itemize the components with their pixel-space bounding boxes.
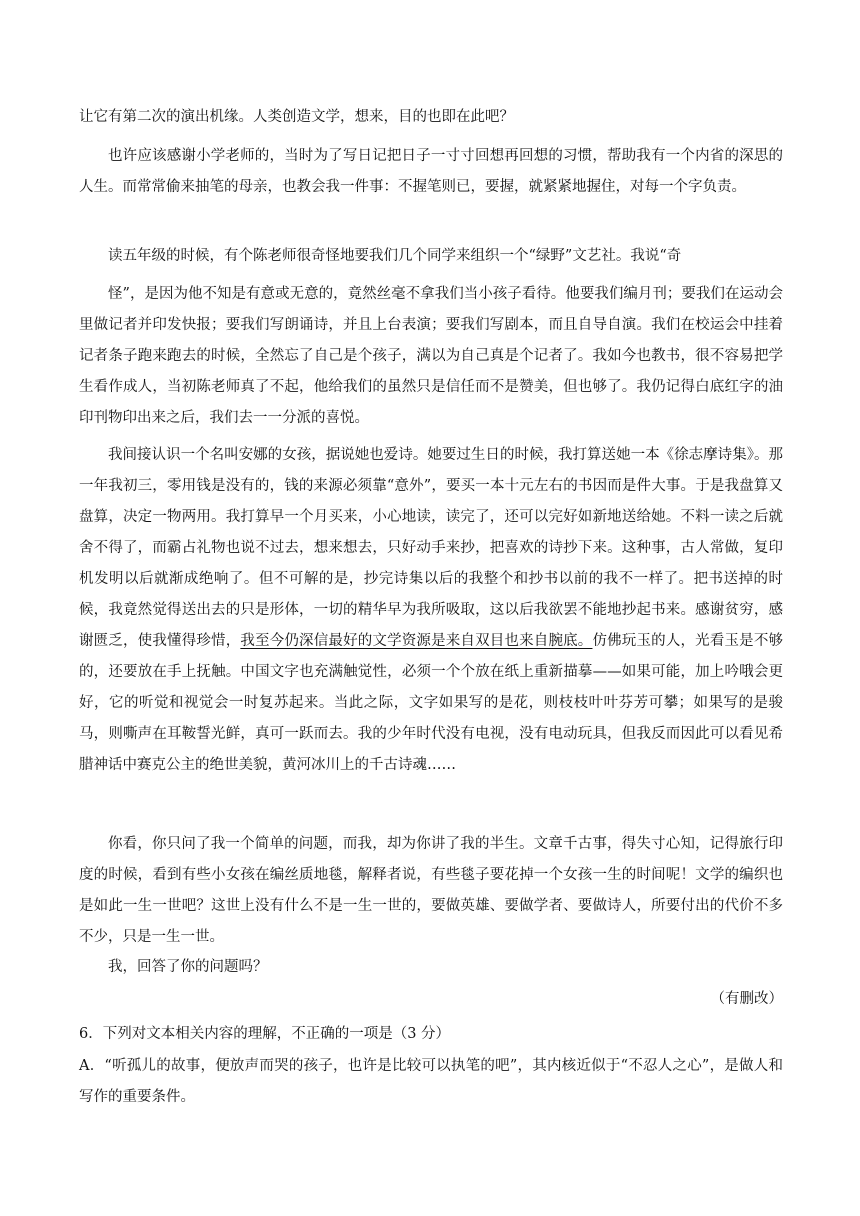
underlined-sentence: 我至今仍深信最好的文学资源是来自双目也来自腕底。 — [240, 633, 593, 649]
source-note: （有删改） — [710, 991, 783, 1007]
passage-paragraph-2-first-line: 读五年级的时候，有个陈老师很奇怪地要我们几个同学来组织一个“绿野”文艺社。我说“奇 — [108, 248, 682, 264]
question-stem: 6．下列对文本相关内容的理解，不正确的一项是（3 分） — [79, 1026, 451, 1042]
passage-paragraph-5: 我，回答了你的问题吗？ — [108, 959, 268, 975]
passage-paragraph-1: 也许应该感谢小学老师的，当时为了写日记把日子一寸寸回想再回想的习惯，帮助我有一个内省的深思的人生。而常常偷来抽笔的母亲，也教会我一件事：不握笔则已，要握，就紧紧地握住，对每一个字负责。 — [79, 148, 783, 195]
question-option-a: A．“听孤儿的故事，便放声而哭的孩子，也许是比较可以执笔的吧”，其内核近似于“不忍人之心”，是做人和写作的重要条件。 — [79, 1058, 783, 1105]
paragraph-3-text-before: 我间接认识一个名叫安娜的女孩，据说她也爱诗。她要过生日的时候，我打算送她一本《徐志摩诗集》。那一年我初三，零用钱是没有的，钱的来源必须靠“意外”，要买一本十元左右的书因而是件大事。于是我盘算又盘算，决定一物两用。我打算早一个月买来，小心地读，读完了，还可以完好如新地送给她。不料一读之后就舍不得了，而霸占礼物也说不过去，想来想去，只好动手来抄，把喜欢的诗抄下来。这种事，古人常做，复印机发明以后就渐成绝响了。但不可解的是，抄完诗集以后的我整个和抄书以前的我不一样了。把书送掉的时候，我竟然觉得送出去的只是形体，一切的精华早为我所吸取，这以后我欲罢不能地抄起书来。感谢贫穷，感谢匮乏，使我懂得珍惜， — [79, 447, 783, 649]
passage-paragraph-0: 让它有第二次的演出机缘。人类创造文学，想来，目的也即在此吧？ — [79, 109, 514, 125]
passage-paragraph-2: 怪”，是因为他不知是有意或无意的，竟然丝毫不拿我们当小孩子看待。他要我们编月刊；要我们在运动会里做记者并印发快报；要我们写朗诵诗，并且上台表演；要我们写剧本，而且自导自演。我们在校运会中挂着记者条子跑来跑去的时候，全然忘了自己是个孩子，满以为自己真是个记者了。我如今也教书，很不容易把学生看作成人，当初陈老师真了不起，他给我们的虽然只是信任而不是赞美，但也够了。我仍记得白底红字的油印刊物印出来之后，我们去一一分派的喜悦。 — [79, 286, 783, 426]
passage-paragraph-3 — [79, 440, 783, 781]
passage-paragraph-4: 你看，你只问了我一个简单的问题，而我，却为你讲了我的半生。文章千古事，得失寸心知，记得旅行印度的时候，看到有些小女孩在编丝质地毯，解释者说，有些毯子要花掉一个女孩一生的时间呢！文学的编织也是如此一生一世吧？这世上没有什么不是一生一世的，要做英雄、要做学者、要做诗人，所要付出的代价不多不少，只是一生一世。 — [79, 836, 783, 945]
paragraph-3-text-after: 仿佛玩玉的人，光看玉是不够的，还要放在手上抚触。中国文字也充满触觉性，必须一个个放在纸上重新描摹——如果可能，加上吟哦会更好，它的听觉和视觉会一时复苏起来。当此之际，文字如果写的是花，则枝枝叶叶芬芳可攀；如果写的是骏马，则嘶声在耳鞍誓光鲜，真可一跃而去。我的少年时代没有电视，没有电动玩具，但我反而因此可以看见希腊神话中赛克公主的绝世美貌，黄河冰川上的千古诗魂…… — [79, 633, 784, 773]
